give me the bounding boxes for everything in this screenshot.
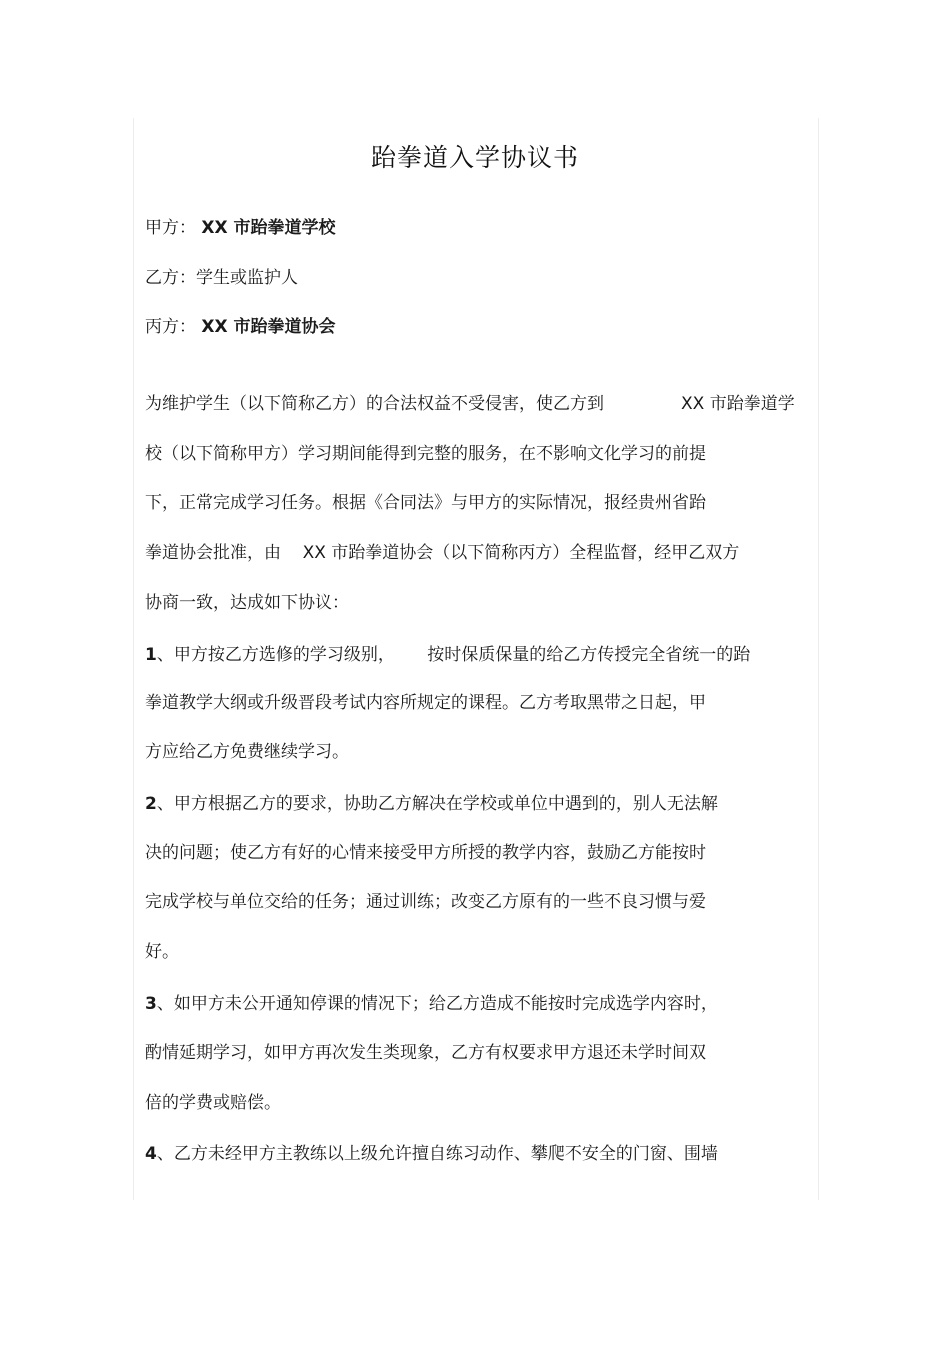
clause-4-line <box>145 1143 718 1165</box>
clause-3-line: 酌情延期学习，如甲方再次发生类现象，乙方有权要求甲方退还未学时间双 <box>145 1043 706 1063</box>
clause-text: 、甲方按乙方选修的学习级别， 按时保质保量的给乙方传授完全省统一的跆 <box>156 645 751 665</box>
preamble-line: 校（以下简称甲方）学习期间能得到完整的服务，在不影响文化学习的前提 <box>145 444 706 464</box>
preamble-line: 为维护学生（以下简称乙方）的合法权益不受侵害，使乙方到 <box>145 394 604 414</box>
clause-2-line <box>145 793 718 815</box>
clause-number: 4 <box>145 1144 157 1164</box>
party-c-value: XX 市跆拳道协会 <box>201 317 336 337</box>
clause-number: 3 <box>145 994 157 1014</box>
clause-2-line: 决的问题；使乙方有好的心情来接受甲方所授的教学内容，鼓励乙方能按时 <box>145 843 706 863</box>
party-a-value: XX 市跆拳道学校 <box>201 218 336 238</box>
party-c-line <box>145 316 336 338</box>
clause-text: 、甲方根据乙方的要求，协助乙方解决在学校或单位中遇到的，别人无法解 <box>156 794 718 814</box>
preamble-line: 协商一致，达成如下协议： <box>145 593 349 613</box>
clause-2-line: 好。 <box>145 942 179 962</box>
preamble-line: XX 市跆拳道学 <box>681 394 795 414</box>
clause-3-line <box>145 993 718 1015</box>
clause-text: 、如甲方未公开通知停课的情况下；给乙方造成不能按时完成选学内容时， <box>156 994 718 1014</box>
party-b-line <box>145 267 298 289</box>
clause-2-line: 完成学校与单位交给的任务；通过训练；改变乙方原有的一些不良习惯与爱 <box>145 892 706 912</box>
preamble-line: 下，正常完成学习任务。根据《合同法》与甲方的实际情况，报经贵州省跆 <box>145 493 706 513</box>
party-a-label: 甲方： <box>145 218 196 238</box>
clause-1-line: 拳道教学大纲或升级晋段考试内容所规定的课程。乙方考取黑带之日起，甲 <box>145 693 706 713</box>
party-b-label: 乙方： <box>145 268 196 288</box>
clause-1-line <box>145 644 750 666</box>
clause-1-line: 方应给乙方免费继续学习。 <box>145 742 349 762</box>
party-a-line <box>145 217 336 239</box>
document-title: 跆拳道入学协议书 <box>370 143 579 172</box>
party-c-label: 丙方： <box>145 317 196 337</box>
clause-3-line: 倍的学费或赔偿。 <box>145 1093 281 1113</box>
preamble-line: 拳道协会批准，由 XX 市跆拳道协会（以下简称丙方）全程监督，经甲乙双方 <box>145 543 740 563</box>
clause-number: 1 <box>145 645 157 665</box>
party-b-value: 学生或监护人 <box>196 268 298 288</box>
clause-number: 2 <box>145 794 157 814</box>
clause-text: 、乙方未经甲方主教练以上级允许擅自练习动作、攀爬不安全的门窗、围墙 <box>156 1144 718 1164</box>
